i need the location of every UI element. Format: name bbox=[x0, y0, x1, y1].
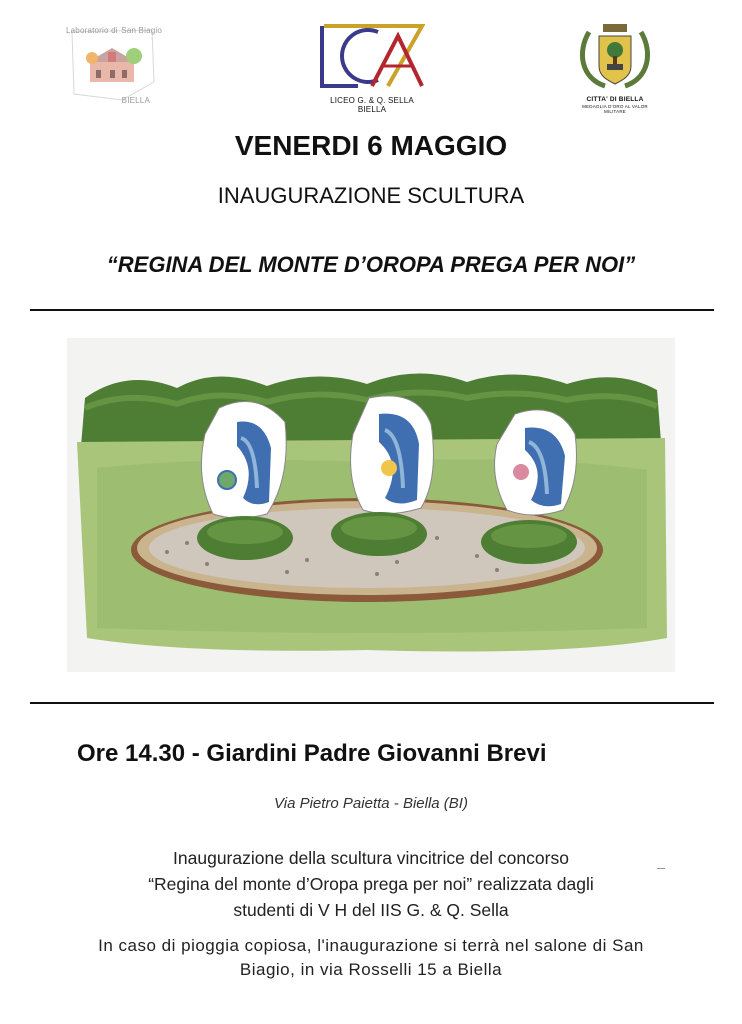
logo-left-line1: Laboratorio di bbox=[66, 26, 118, 35]
event-description bbox=[0, 845, 742, 923]
description-line-1: Inaugurazione della scultura vincitrice del concorso bbox=[173, 848, 569, 868]
liceo-sella-logo bbox=[318, 22, 426, 114]
logo-right-caption: CITTA' DI BIELLA bbox=[586, 96, 644, 103]
event-address: Via Pietro Paietta - Biella (BI) bbox=[274, 795, 468, 812]
bottom-divider bbox=[30, 702, 714, 704]
rain-line-1: In caso di pioggia copiosa, l'inaugurazione si terrà nel salone di San bbox=[98, 936, 644, 955]
description-line-2: “Regina del monte d’Oropa prega per noi” realizzata dagli bbox=[148, 874, 594, 894]
san-biagio-logo bbox=[62, 22, 162, 108]
event-time-place: Ore 14.30 - Giardini Padre Giovanni Brevi bbox=[77, 740, 547, 767]
logo-left-line2: San Biagio bbox=[121, 26, 162, 35]
event-date-title: VENERDI 6 MAGGIO bbox=[234, 130, 508, 161]
watercolor-sculpture-icon bbox=[67, 338, 675, 672]
rain-line-2: Biagio, in via Rosselli 15 a Biella bbox=[239, 960, 503, 979]
event-subtitle: INAUGURAZIONE SCULTURA bbox=[217, 183, 525, 208]
logo-left-line3: BIELLA bbox=[121, 96, 150, 105]
logo-right-subcaption: MEDAGLIA D'ORO AL VALOR MILITARE bbox=[582, 104, 648, 114]
sculpture-title: “REGINA DEL MONTE D’OROPA PREGA PER NOI” bbox=[106, 252, 636, 277]
stray-dash bbox=[657, 868, 665, 869]
description-line-3: studenti di V H del IIS G. & Q. Sella bbox=[233, 900, 509, 920]
top-divider bbox=[30, 309, 714, 311]
citta-di-biella-crest bbox=[575, 22, 655, 114]
logo-center-caption: LICEO G. & Q. SELLA BIELLA bbox=[330, 96, 414, 114]
rain-notice bbox=[20, 934, 722, 982]
sculpture-illustration bbox=[67, 338, 675, 672]
lga-mark-icon bbox=[318, 22, 426, 92]
